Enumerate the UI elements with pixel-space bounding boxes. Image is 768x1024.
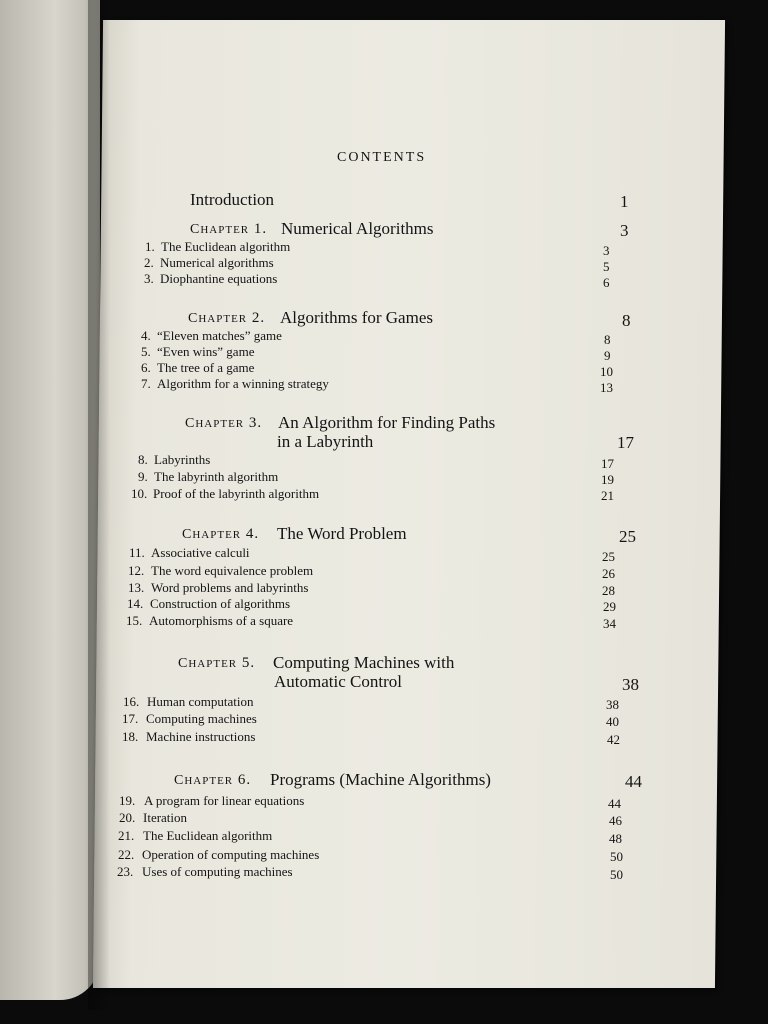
introduction-page: 1 [620,192,629,211]
section-page: 19 [601,472,614,487]
section-page: 50 [610,849,623,864]
section-page: 26 [602,566,615,581]
chapter-label: CHAPTER 2. [188,310,266,326]
section-number: 6. [141,360,151,375]
chapter-title-line2: in a Labyrinth [277,432,374,451]
section-number: 15. [126,613,143,628]
section-title: Algorithm for a winning strategy [157,376,329,391]
section-number: 21. [118,828,135,843]
chapter-label: CHAPTER 5. [178,655,256,671]
section-page: 6 [603,275,610,290]
chapter-page: 8 [622,311,631,330]
section-number: 11. [129,545,145,560]
section-title: The labyrinth algorithm [154,469,279,484]
section-title: “Even wins” game [157,344,255,359]
section-number: 4. [141,328,151,343]
chapter-title: Programs (Machine Algorithms) [270,770,491,789]
section-title: Proof of the labyrinth algorithm [153,486,320,501]
section-title: Associative calculi [151,545,250,560]
section-title: Iteration [143,810,188,825]
section-number: 23. [117,864,134,879]
section-page: 44 [608,796,621,811]
page-title: CONTENTS [337,150,427,165]
section-number: 13. [128,580,145,595]
section-title: The Euclidean algorithm [143,828,273,843]
section-page: 13 [600,380,613,395]
section-page: 29 [603,599,616,614]
chapter-page: 38 [622,675,639,694]
section-page: 10 [600,364,613,379]
section-title: A program for linear equations [144,793,305,808]
section-title: Numerical algorithms [160,255,274,270]
section-title: Automorphisms of a square [149,613,294,628]
chapter-label: CHAPTER 4. [182,526,260,542]
section-title: Diophantine equations [160,271,278,286]
section-title: Uses of computing machines [142,864,293,879]
section-number: 7. [141,376,151,391]
section-number: 1. [145,239,155,254]
section-number: 8. [138,452,148,467]
section-number: 9. [138,469,148,484]
section-page: 3 [603,243,610,258]
chapter-title: Numerical Algorithms [281,219,434,238]
section-title: Word problems and labyrinths [151,580,309,595]
section-number: 12. [128,563,145,578]
section-page: 42 [607,732,620,747]
section-number: 20. [119,810,136,825]
chapter-title: The Word Problem [277,524,407,543]
section-page: 34 [603,616,616,631]
section-page: 25 [602,549,615,564]
section-number: 22. [118,847,135,862]
chapter-page: 25 [619,527,636,546]
section-number: 19. [119,793,136,808]
section-page: 8 [604,332,611,347]
section-number: 17. [122,711,139,726]
section-title: Operation of computing machines [142,847,320,862]
chapter-page: 3 [620,221,629,240]
section-page: 21 [601,488,614,503]
section-page: 9 [604,348,611,363]
chapter-label: CHAPTER 1. [190,221,268,237]
chapter-title-line2: Automatic Control [274,672,402,691]
section-title: Construction of algorithms [150,596,291,611]
section-number: 16. [123,694,140,709]
section-page: 40 [606,714,619,729]
section-page: 28 [602,583,615,598]
section-page: 50 [610,867,623,882]
section-title: Human computation [147,694,254,709]
chapter-title: An Algorithm for Finding Paths [278,413,496,432]
section-title: “Eleven matches” game [157,328,282,343]
section-title: The tree of a game [157,360,255,375]
section-title: Computing machines [146,711,257,726]
section-page: 17 [601,456,614,471]
chapter-title: Computing Machines with [273,653,455,672]
section-number: 14. [127,596,144,611]
section-number: 18. [122,729,139,744]
section-number: 2. [144,255,154,270]
section-number: 3. [144,271,154,286]
chapter-page: 17 [617,433,634,452]
chapter-page: 44 [625,772,642,791]
section-number: 5. [141,344,151,359]
introduction-entry: Introduction [190,190,275,209]
section-page: 38 [606,697,619,712]
section-title: The Euclidean algorithm [161,239,291,254]
section-title: Machine instructions [146,729,256,744]
section-title: The word equivalence problem [151,563,314,578]
chapter-label: CHAPTER 3. [185,415,263,431]
chapter-title: Algorithms for Games [280,308,433,327]
chapter-label: CHAPTER 6. [174,772,252,788]
section-page: 46 [609,813,622,828]
section-number: 10. [131,486,148,501]
section-page: 5 [603,259,610,274]
section-page: 48 [609,831,622,846]
section-title: Labyrinths [154,452,211,467]
